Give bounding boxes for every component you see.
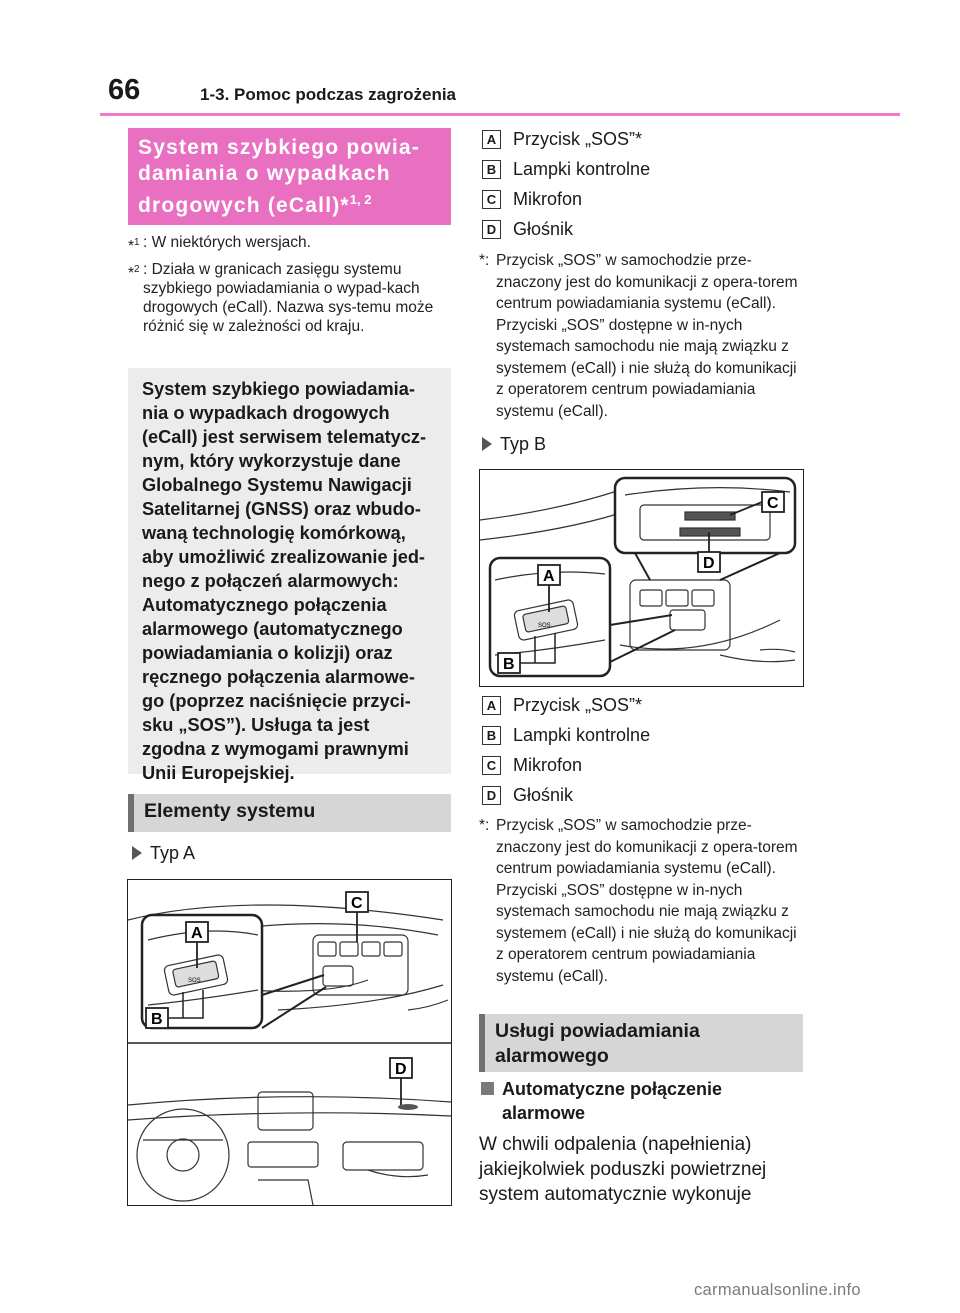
legend-b-label-c: Mikrofon	[513, 755, 583, 775]
footnote-1	[128, 233, 451, 256]
figure-b-label-b: B	[503, 656, 515, 673]
watermark: carmanualsonline.info	[694, 1281, 861, 1299]
section-heading-services	[479, 1014, 803, 1072]
legend-a-label-d: Głośnik	[513, 219, 574, 239]
legend-a-letter-d: D	[482, 220, 501, 239]
legend-b-label-d: Głośnik	[513, 785, 574, 805]
figure-b-label-d: D	[703, 555, 715, 572]
legend-a-letter-c: C	[482, 190, 501, 209]
chapter-title: 1-3. Pomoc podczas zagrożenia	[200, 85, 457, 104]
footnote-2-mark: *	[128, 265, 135, 283]
figure-type-a	[127, 879, 452, 1206]
subsection-heading	[479, 1077, 803, 1125]
note-b-text: Przycisk „SOS” w samochodzie prze-znaczony jest do komunikacji z opera-torem centrum powiadamiania systemu (eCall). Przyciski „SOS” dostępne w in-nych systemach samochodu nie mają związku z systemem (eCall) i nie służą do komunikacji z operatorem centrum powiadamiania systemu (eCall).	[496, 817, 798, 985]
triangle-bullet-icon	[132, 846, 142, 860]
legend-a-label-c: Mikrofon	[513, 189, 583, 209]
type-b-text: Typ B	[500, 434, 547, 454]
legend-b-letter-b: B	[482, 726, 501, 745]
figure-a-label-d: D	[395, 1061, 407, 1078]
square-bullet-icon	[481, 1082, 494, 1095]
type-a-label	[132, 843, 195, 864]
sos-mark-a: SOS	[188, 978, 201, 984]
legend-a-letter-a: A	[482, 130, 501, 149]
legend-a-letter-b: B	[482, 160, 501, 179]
page-number: 66	[108, 74, 141, 106]
figure-type-a-drawing	[128, 880, 451, 1205]
footnote-2	[128, 260, 451, 336]
note-b-mark: *:	[479, 817, 490, 834]
sos-mark-b: SOS	[538, 623, 551, 629]
type-b-label	[482, 434, 546, 455]
footnote-1-mark: *	[128, 238, 135, 256]
footnote-1-text: : W niektórych wersjach.	[143, 234, 311, 251]
section-heading-services-text: Usługi powiadamiania alarmowego	[495, 1020, 700, 1067]
section-heading-elements-text: Elementy systemu	[144, 800, 316, 822]
figure-b-label-a: A	[543, 568, 555, 585]
triangle-bullet-icon	[482, 437, 492, 451]
figure-type-b	[479, 469, 804, 687]
subsection-heading-text: Automatyczne połączenie alarmowe	[502, 1079, 723, 1123]
legend-a-label-a: Przycisk „SOS”*	[513, 129, 643, 149]
intro-text: System szybkiego powiadamia-nia o wypadkach drogowych (eCall) jest serwisem telematycz-nym, który wykorzystuje dane Globalnego Systemu Nawigacji Satelitarnej (GNSS) oraz wbudo-waną technologię komórkową, aby umożliwić zrealizowanie jed-nego z połączeń alarmowych: Automatycznego połączenia alarmowego (automatycznego powiadamiania o kolizji) oraz ręcznego połączenia alarmowe-go (poprzez naciśnięcie przyci-sku „SOS”). Usługa ta jest zgodna z wymogami prawnymi Unii Europejskiej.	[142, 379, 427, 783]
figure-a-label-b: B	[151, 1011, 163, 1028]
section-heading-elements	[128, 794, 451, 832]
figure-type-b-drawing	[480, 470, 803, 686]
header-divider	[100, 113, 900, 116]
note-b	[479, 815, 804, 987]
legend-b-letter-c: C	[482, 756, 501, 775]
page-header	[0, 0, 960, 120]
legend-b-label-a: Przycisk „SOS”*	[513, 695, 643, 715]
section-title: System szybkiego powia-damiania o wypadkach drogowych (eCall)*	[138, 136, 421, 217]
footnote-2-sup: 2	[134, 264, 140, 275]
figure-a-label-a: A	[191, 925, 203, 942]
type-a-text: Typ A	[150, 843, 196, 863]
footnote-1-sup: 1	[134, 237, 140, 248]
intro-box	[128, 368, 451, 783]
figure-b-label-c: C	[767, 495, 779, 512]
figure-a-label-c: C	[351, 895, 363, 912]
note-a	[479, 250, 804, 422]
body-paragraph: W chwili odpalenia (napełnienia) jakiejkolwiek poduszki powietrznej system automatycznie wykonuje	[479, 1134, 767, 1205]
legend-a-label-b: Lampki kontrolne	[513, 159, 651, 179]
note-a-mark: *:	[479, 252, 490, 269]
legend-b-label-b: Lampki kontrolne	[513, 725, 651, 745]
footnote-2-text: : Działa w granicach zasięgu systemu szybkiego powiadamiania o wypad-kach drogowych (eCall). Nazwa sys-temu może różnić się w zależności od kraju.	[143, 261, 434, 335]
note-a-text: Przycisk „SOS” w samochodzie prze-znaczony jest do komunikacji z opera-torem centrum powiadamiania systemu (eCall). Przyciski „SOS” dostępne w in-nych systemach samochodu nie mają związku z systemem (eCall) i nie służą do komunikacji z operatorem centrum powiadamiania systemu (eCall).	[496, 252, 798, 420]
legend-b-letter-d: D	[482, 786, 501, 805]
section-title-box	[128, 128, 451, 225]
section-title-superscript: 1, 2	[349, 192, 372, 207]
legend-b-letter-a: A	[482, 696, 501, 715]
